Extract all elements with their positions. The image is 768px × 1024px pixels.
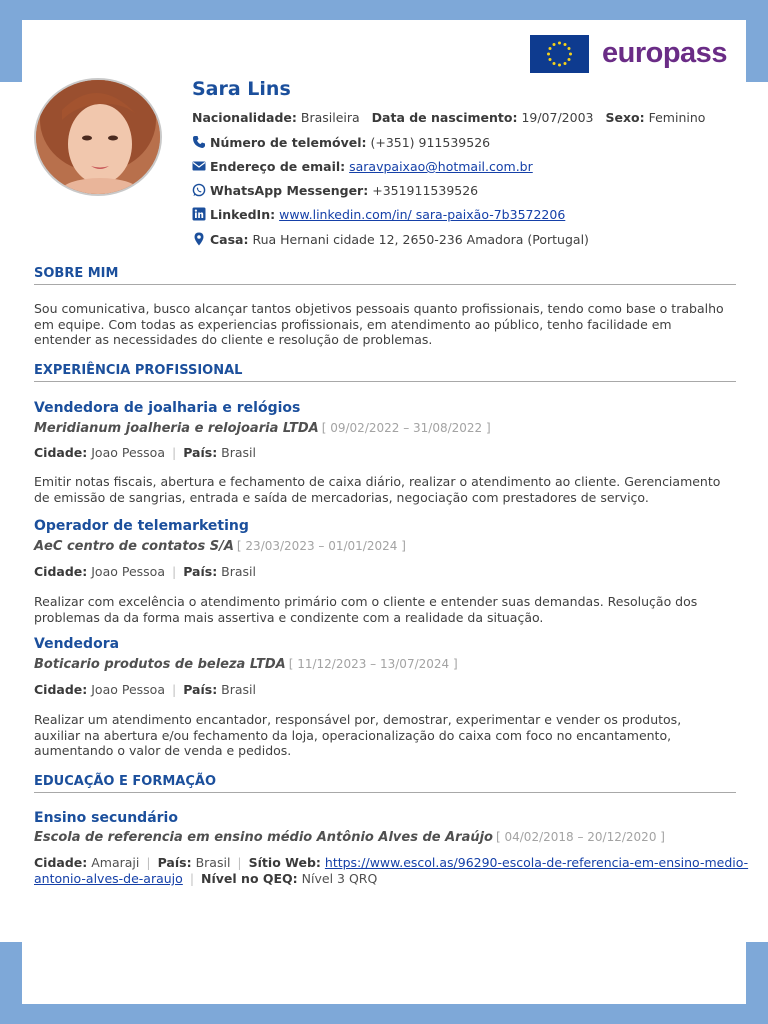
city-label: Cidade: [34, 564, 88, 579]
phone-line [192, 135, 490, 151]
envelope-icon [192, 159, 206, 173]
linkedin-line [192, 207, 565, 223]
job-company [34, 657, 458, 672]
education-details [34, 855, 748, 887]
personal-details-line [192, 110, 705, 126]
city-value: Joao Pessoa [91, 445, 165, 460]
country-label: País: [157, 855, 192, 870]
city-value: Amaraji [91, 855, 140, 870]
job-dates: [ 09/02/2022 – 31/08/2022 ] [321, 421, 491, 435]
country-label: País: [183, 682, 218, 697]
phone-label: Número de telemóvel: [210, 135, 367, 150]
eu-flag-icon [530, 35, 589, 73]
city-label: Cidade: [34, 855, 88, 870]
location-pin-icon [192, 232, 206, 246]
school-website-link[interactable]: https://www.escol.as/96290-escola-de-referencia-em-ensino-medio- [324, 855, 749, 870]
europass-logo [530, 34, 736, 74]
separator: | [237, 855, 242, 870]
school-website-link-continued[interactable]: antonio-alves-de-araujo [34, 871, 183, 886]
whatsapp-line [192, 183, 478, 199]
about-text: Sou comunicativa, busco alcançar tantos objetivos pessoais quanto profissionais, tendo como base o trabalho em equipe. Com todas as experiencias profissionais, em atendimento ao público, tenho facilidade em entender as necessidades do cliente e resolução de problemas. [34, 301, 724, 347]
profile-photo [34, 78, 162, 196]
separator: | [171, 564, 177, 579]
linkedin-label: LinkedIn: [210, 207, 276, 222]
europass-wordmark: europass [602, 37, 727, 69]
country-value: Brasil [221, 445, 257, 460]
job-location [34, 682, 256, 697]
section-title-about: SOBRE MIM [34, 266, 736, 285]
frame-band-right-bottom [746, 942, 768, 1024]
frame-band-left-top [0, 0, 22, 82]
candidate-name: Sara Lins [192, 78, 291, 100]
company-name: AeC centro de contatos S/A [34, 539, 234, 554]
education-school [34, 830, 665, 845]
city-value: Joao Pessoa [91, 564, 165, 579]
frame-band-right-top [746, 0, 768, 82]
sex-value: Feminino [648, 110, 706, 125]
country-value: Brasil [195, 855, 231, 870]
job-dates: [ 23/03/2023 – 01/01/2024 ] [236, 539, 406, 553]
whatsapp-value: +351911539526 [372, 183, 479, 198]
email-line [192, 159, 533, 175]
education-degree: Ensino secundário [34, 810, 178, 826]
home-address-line [192, 232, 589, 248]
whatsapp-label: WhatsApp Messenger: [210, 183, 369, 198]
job-description: Realizar um atendimento encantador, responsável por, demostrar, experimentar e vender os produtos, auxiliar na abertura e/ou fechamento da loja, operacionalização do caixa com foco no encantamento, aumentando o valor de venda e pedidos. [34, 712, 682, 758]
job-company [34, 421, 491, 436]
frame-band-bottom [0, 1004, 768, 1024]
phone-icon [192, 135, 206, 149]
country-value: Brasil [221, 564, 257, 579]
job-description: Emitir notas fiscais, abertura e fechamento de caixa diário, realizar o atendimento ao cliente. Gerenciamento de emissão de sangrias, entrada e saída de mercadorias, negociação com prestadores de serviço. [34, 474, 721, 505]
frame-band-left-bottom [0, 942, 22, 1024]
linkedin-link[interactable]: www.linkedin.com/in/ sara-paixão-7b3572206 [279, 207, 566, 222]
home-value: Rua Hernani cidade 12, 2650-236 Amadora (Portugal) [252, 232, 589, 247]
education-dates: [ 04/02/2018 – 20/12/2020 ] [496, 830, 665, 844]
section-title-experience: EXPERIÊNCIA PROFISSIONAL [34, 363, 736, 382]
company-name: Boticario produtos de beleza LTDA [34, 657, 286, 672]
birth-date-label: Data de nascimento: [371, 110, 518, 125]
job-title: Vendedora de joalharia e relógios [34, 400, 301, 416]
birth-date-value: 19/07/2003 [521, 110, 594, 125]
job-title: Vendedora [34, 636, 120, 652]
whatsapp-icon [192, 183, 206, 197]
job-dates: [ 11/12/2023 – 13/07/2024 ] [288, 657, 458, 671]
separator: | [171, 682, 177, 697]
city-label: Cidade: [34, 445, 88, 460]
phone-value: (+351) 911539526 [370, 135, 491, 150]
linkedin-icon [192, 207, 206, 221]
home-label: Casa: [210, 232, 249, 247]
school-name: Escola de referencia em ensino médio Antônio Alves de Araújo [34, 830, 493, 845]
separator: | [146, 855, 151, 870]
nationality-value: Brasileira [300, 110, 360, 125]
frame-band-top [0, 0, 768, 20]
qeq-label: Nível no QEQ: [201, 871, 298, 886]
separator: | [171, 445, 177, 460]
country-label: País: [183, 564, 218, 579]
city-value: Joao Pessoa [91, 682, 165, 697]
company-name: Meridianum joalheria e relojoaria LTDA [34, 421, 319, 436]
job-location [34, 564, 256, 579]
job-location [34, 445, 256, 460]
job-title: Operador de telemarketing [34, 518, 249, 534]
job-description: Realizar com excelência o atendimento primário com o cliente e entender suas demandas. Resolução dos problemas da da forma mais assertiva e condizente com a realidade da situação. [34, 594, 698, 625]
country-label: País: [183, 445, 218, 460]
city-label: Cidade: [34, 682, 88, 697]
website-label: Sítio Web: [248, 855, 321, 870]
job-company [34, 539, 406, 554]
section-title-education: EDUCAÇÃO E FORMAÇÃO [34, 774, 736, 793]
email-label: Endereço de email: [210, 159, 346, 174]
sex-label: Sexo: [605, 110, 645, 125]
email-link[interactable]: saravpaixao@hotmail.com.br [349, 159, 533, 174]
nationality-label: Nacionalidade: [192, 110, 297, 125]
qeq-value: Nível 3 QRQ [301, 871, 378, 886]
country-value: Brasil [221, 682, 257, 697]
separator: | [189, 871, 195, 886]
